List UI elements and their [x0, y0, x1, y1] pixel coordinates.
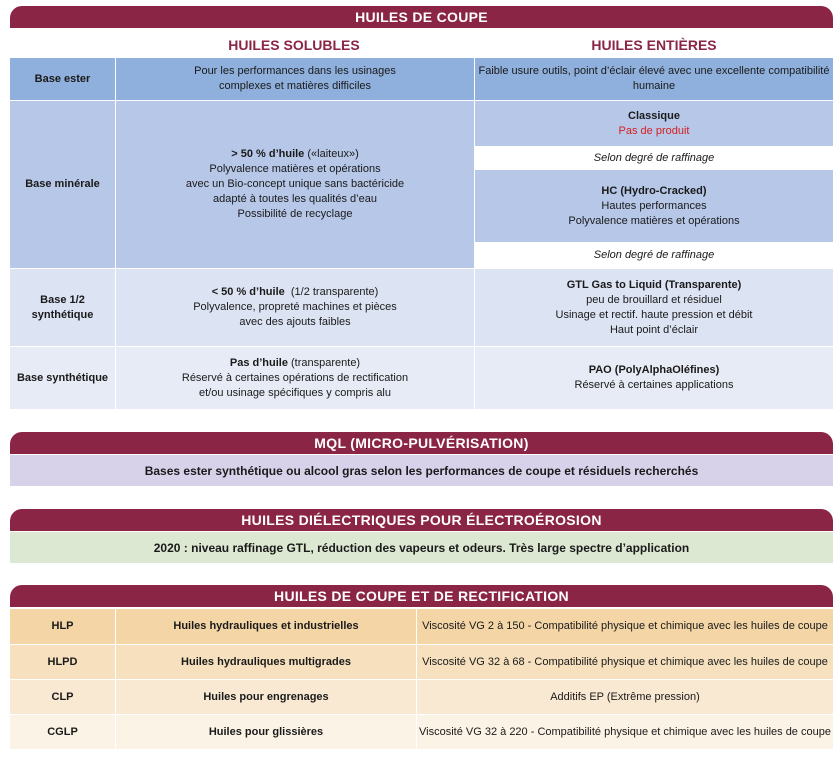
table-row-code: HLPD: [10, 645, 115, 679]
row-label-base-ester: [10, 58, 115, 100]
cell-line: adapté à toutes les qualités d’eau: [213, 193, 377, 205]
cell-ester-solubles: [116, 58, 474, 100]
row-label-text: synthétique: [31, 308, 94, 321]
cell-line: Réservé à certaines opérations de rectification: [181, 371, 409, 384]
section-header-huiles-de-coupe: [10, 6, 833, 28]
cell-title: Classique: [628, 109, 680, 122]
cell-title-line: [230, 356, 360, 371]
note-raffinage-2: Selon degré de raffinage: [475, 243, 833, 268]
cell-line: humaine: [632, 80, 676, 92]
cell-line: Polyvalence matières et opérations: [209, 163, 381, 175]
cell-title-line: [231, 147, 358, 162]
cell-title: HC (Hydro-Cracked): [601, 184, 707, 197]
cell-minerale-hc: [475, 170, 833, 242]
section-header-coupe-rectification: [10, 585, 833, 607]
section-title: HUILES DE COUPE ET DE RECTIFICATION: [274, 588, 569, 604]
cell-line: complexes et matières difficiles: [218, 80, 372, 92]
table-row-name: Huiles pour engrenages: [116, 680, 416, 714]
column-header-solubles: HUILES SOLUBLES: [228, 37, 360, 53]
cell-title-line: [212, 285, 379, 300]
cell-synth-solubles: [116, 347, 474, 409]
row-label-text: Base 1/2: [40, 293, 85, 306]
row-label-base-semi-synthetique: [10, 269, 115, 346]
cell-line: Haut point d’éclair: [609, 323, 699, 336]
cell-line: Polyvalence, propreté machines et pièces: [193, 301, 397, 313]
cell-line: avec des ajouts faibles: [239, 316, 351, 328]
table-row-desc: Additifs EP (Extrême pression): [417, 680, 833, 714]
note-raffinage-1: Selon degré de raffinage: [475, 147, 833, 169]
table-row-code: CLP: [10, 680, 115, 714]
cell-title-suffix: («laiteux»): [304, 148, 359, 160]
cell-title: < 50 % d’huile: [211, 286, 285, 298]
row-label-text: Base minérale: [25, 178, 100, 190]
section-header-dielectriques: [10, 509, 833, 531]
cell-line: Possibilité de recyclage: [237, 208, 353, 220]
cell-title-suffix: (transparente): [287, 356, 361, 369]
cell-minerale-solubles: [116, 101, 474, 268]
cell-title: GTL Gas to Liquid (Transparente): [566, 278, 742, 291]
section-title: MQL (MICRO-PULVÉRISATION): [314, 435, 529, 451]
cell-title: > 50 % d’huile: [231, 148, 305, 160]
cell-line: Réservé à certaines applications: [574, 379, 734, 391]
cell-line: avec un Bio-concept unique sans bactéricide: [185, 178, 405, 190]
cell-synth-entieres: [475, 347, 833, 409]
cell-line: Usinage et rectif. haute pression et débit: [555, 308, 753, 321]
mql-description: Bases ester synthétique ou alcool gras selon les performances de coupe et résiduels recherchés: [10, 455, 833, 486]
table-row-desc: Viscosité VG 32 à 220 - Compatibilité physique et chimique avec les huiles de coupe: [417, 715, 833, 749]
cell-note: Pas de produit: [618, 124, 690, 137]
table-row-name: Huiles hydrauliques et industrielles: [116, 609, 416, 644]
column-header-entieres: HUILES ENTIÈRES: [591, 37, 717, 53]
table-row-desc: Viscosité VG 2 à 150 - Compatibilité physique et chimique avec les huiles de coupe: [417, 609, 833, 644]
row-label-text: Base synthétique: [16, 371, 109, 384]
cell-minerale-classique: [475, 101, 833, 146]
cell-line: peu de brouillard et résiduel: [586, 293, 722, 306]
cell-semi-entieres: [475, 269, 833, 346]
row-label-base-minerale: [10, 101, 115, 268]
table-row-code: CGLP: [10, 715, 115, 749]
row-label-base-synthetique: [10, 347, 115, 409]
cell-line: Polyvalence matières et opérations: [568, 214, 740, 227]
cell-line: et/ou usinage spécifiques y compris alu: [199, 386, 391, 399]
cell-line: Faible usure outils, point d’éclair élevé avec une excellente compatibilité: [478, 65, 830, 77]
table-row-name: Huiles hydrauliques multigrades: [116, 645, 416, 679]
cell-ester-entieres: [475, 58, 833, 100]
section-header-mql: [10, 432, 833, 454]
cell-title: PAO (PolyAlphaOléfines): [588, 364, 720, 376]
section-title: HUILES DIÉLECTRIQUES POUR ÉLECTROÉROSION: [241, 512, 602, 528]
section-title: HUILES DE COUPE: [355, 9, 488, 25]
table-row-name: Huiles pour glissières: [116, 715, 416, 749]
cell-line: Hautes performances: [601, 199, 707, 212]
dielectriques-description: 2020 : niveau raffinage GTL, réduction des vapeurs et odeurs. Très large spectre d’application: [10, 532, 833, 563]
table-row-code: HLP: [10, 609, 115, 644]
row-label-text: Base ester: [34, 72, 91, 85]
cell-line: Pour les performances dans les usinages: [194, 65, 396, 77]
cell-title: Pas d’huile: [229, 356, 288, 369]
table-row-desc: Viscosité VG 32 à 68 - Compatibilité physique et chimique avec les huiles de coupe: [417, 645, 833, 679]
cell-semi-solubles: [116, 269, 474, 346]
cell-title-suffix: (1/2 transparente): [284, 286, 379, 298]
